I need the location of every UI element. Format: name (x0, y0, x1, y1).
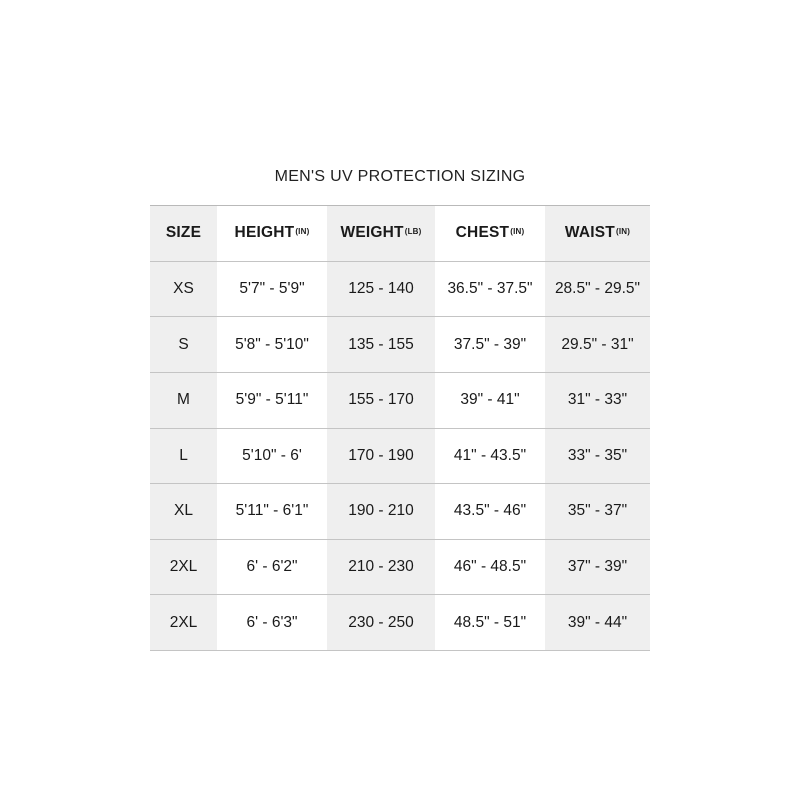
cell-weight: 170 - 190 (327, 429, 435, 485)
header-chest (435, 206, 545, 262)
header-weight (327, 206, 435, 262)
cell-chest: 48.5" - 51" (435, 595, 545, 651)
sizing-table (150, 205, 650, 650)
cell-chest: 43.5" - 46" (435, 484, 545, 540)
cell-waist: 39" - 44" (545, 595, 650, 651)
header-weight-unit: (LB) (404, 226, 422, 236)
cell-size: XS (150, 262, 217, 318)
cell-waist: 28.5" - 29.5" (545, 262, 650, 318)
cell-waist: 37" - 39" (545, 540, 650, 596)
cell-weight: 155 - 170 (327, 373, 435, 429)
cell-chest: 39" - 41" (435, 373, 545, 429)
header-chest-label: CHEST (455, 224, 510, 242)
cell-weight: 135 - 155 (327, 317, 435, 373)
cell-waist: 29.5" - 31" (545, 317, 650, 373)
cell-height: 5'8" - 5'10" (217, 317, 327, 373)
cell-chest: 37.5" - 39" (435, 317, 545, 373)
header-waist (545, 206, 650, 262)
cell-chest: 41" - 43.5" (435, 429, 545, 485)
cell-size: 2XL (150, 595, 217, 651)
cell-size: S (150, 317, 217, 373)
cell-size: M (150, 373, 217, 429)
cell-chest: 36.5" - 37.5" (435, 262, 545, 318)
cell-weight: 190 - 210 (327, 484, 435, 540)
header-chest-unit: (IN) (510, 226, 525, 236)
cell-height: 5'7" - 5'9" (217, 262, 327, 318)
chart-title: MEN'S UV PROTECTION SIZING (274, 168, 526, 185)
cell-chest: 46" - 48.5" (435, 540, 545, 596)
cell-weight: 230 - 250 (327, 595, 435, 651)
header-waist-unit: (IN) (615, 226, 631, 236)
header-height-label: HEIGHT (234, 224, 295, 242)
cell-waist: 31" - 33" (545, 373, 650, 429)
header-size-label: SIZE (165, 224, 202, 242)
cell-size: XL (150, 484, 217, 540)
cell-height: 5'10" - 6' (217, 429, 327, 485)
cell-waist: 33" - 35" (545, 429, 650, 485)
header-height-unit: (IN) (295, 226, 310, 236)
cell-weight: 125 - 140 (327, 262, 435, 318)
cell-height: 5'11" - 6'1" (217, 484, 327, 540)
header-height (217, 206, 327, 262)
cell-weight: 210 - 230 (327, 540, 435, 596)
cell-waist: 35" - 37" (545, 484, 650, 540)
cell-size: L (150, 429, 217, 485)
cell-height: 5'9" - 5'11" (217, 373, 327, 429)
header-size (150, 206, 217, 262)
header-waist-label: WAIST (564, 224, 615, 242)
cell-height: 6' - 6'3" (217, 595, 327, 651)
cell-size: 2XL (150, 540, 217, 596)
header-weight-label: WEIGHT (340, 224, 404, 242)
cell-height: 6' - 6'2" (217, 540, 327, 596)
